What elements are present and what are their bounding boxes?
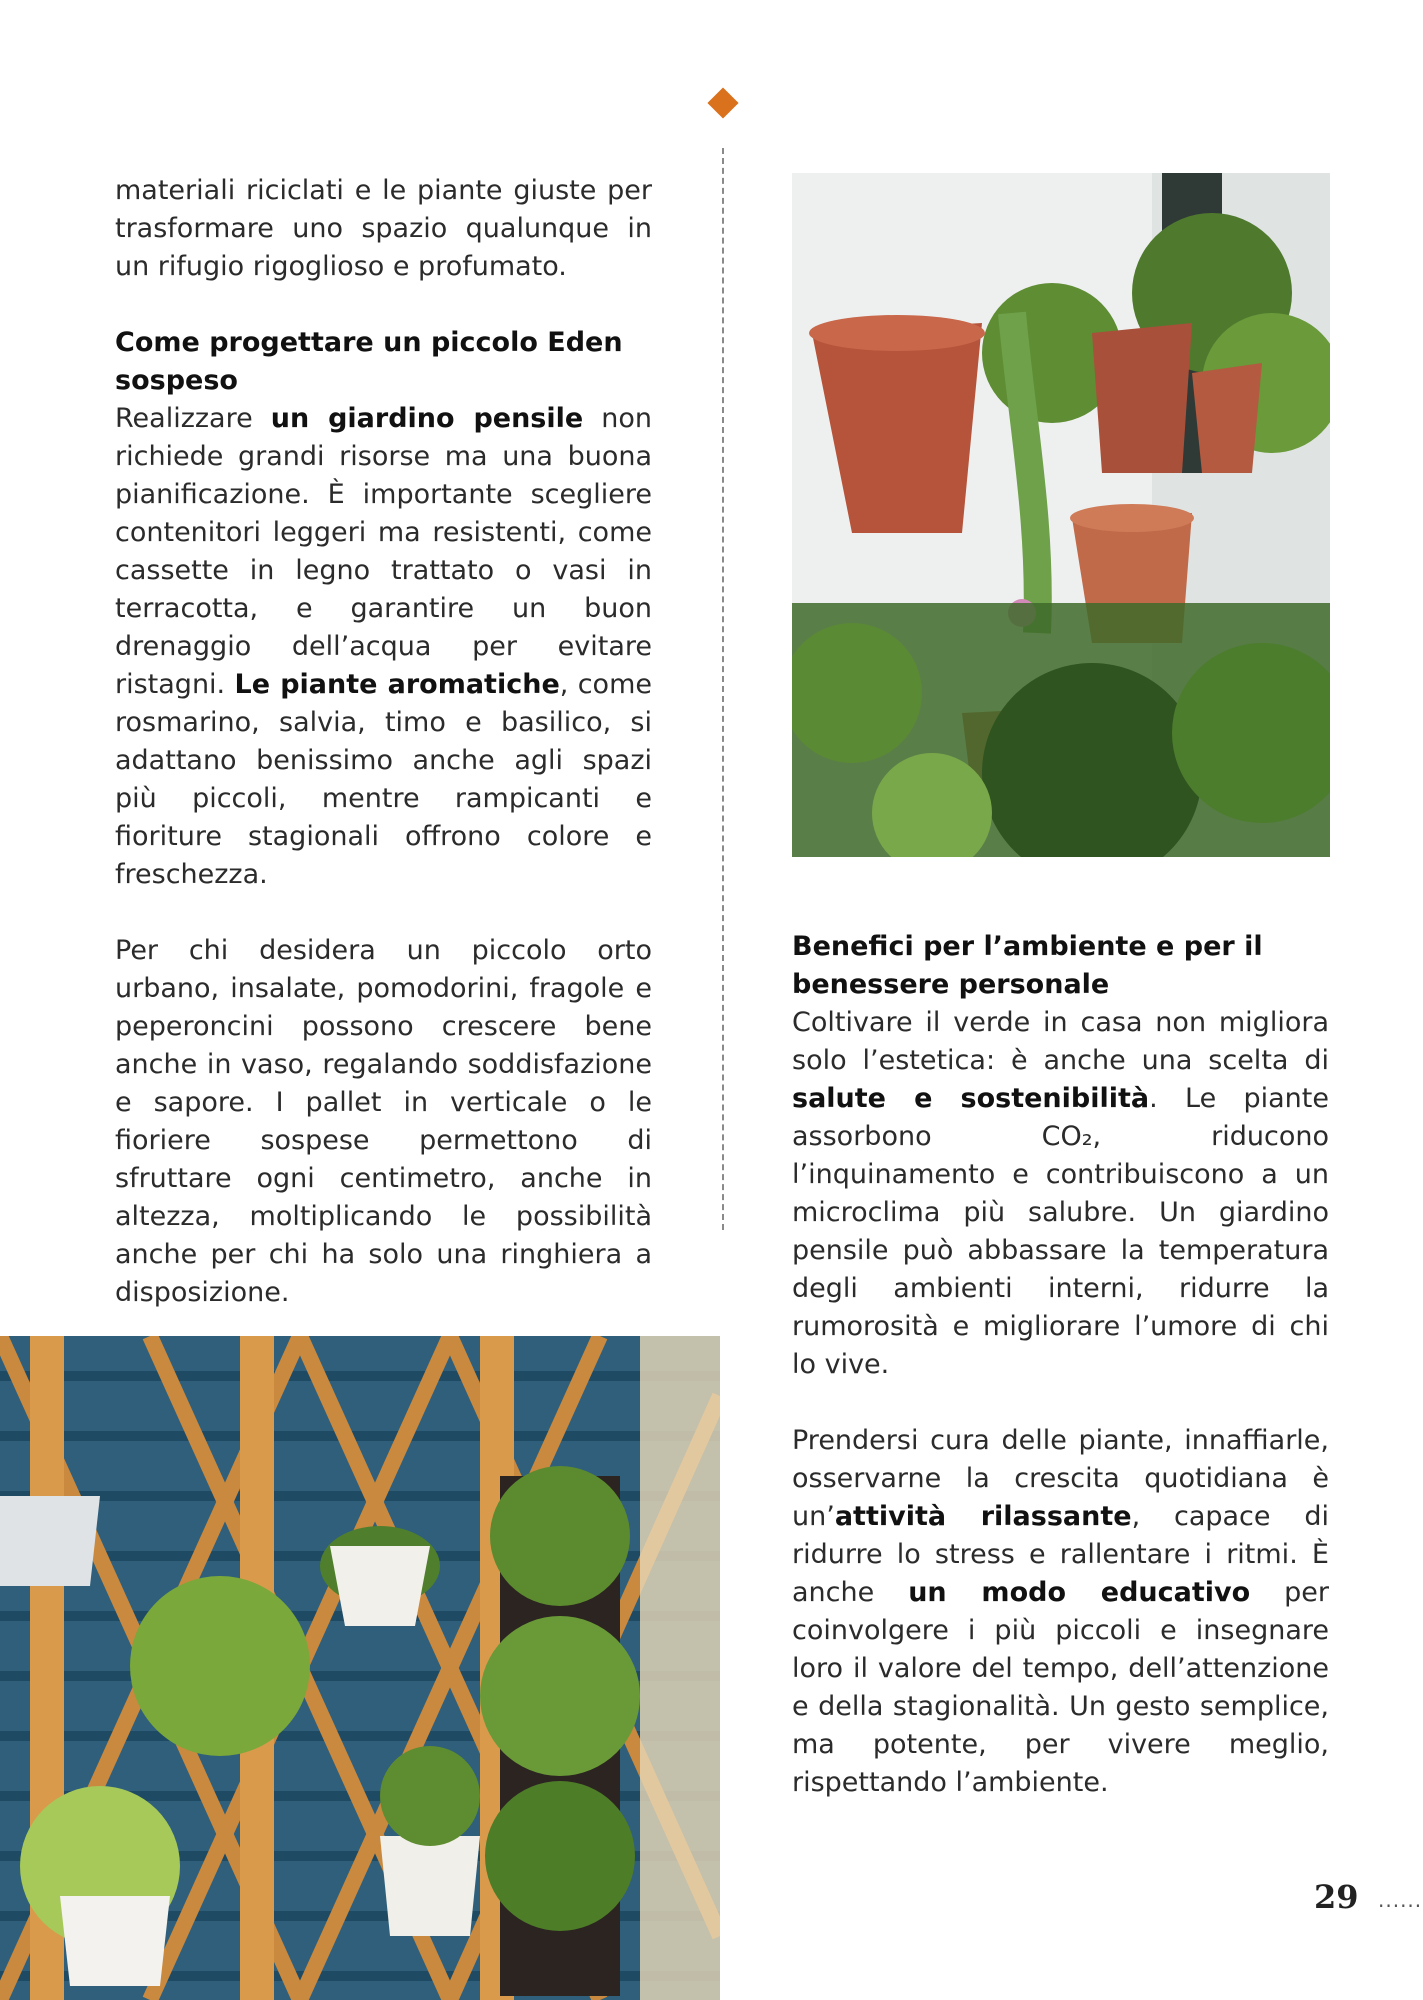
paragraph-cura-piante [792, 1422, 1329, 1802]
section-heading-benefici: Benefici per l’ambiente e per il benessere personale [792, 931, 1263, 1000]
text-span: non richiede grandi risorse ma una buona pianificazione. È importante scegliere contenitori leggeri ma resistenti, come cassette in legno trattato o vasi in terracotta, e garantire un buon drenaggio dell’acqua per evitare ristagni. [115, 403, 653, 700]
text-span: Prendersi cura delle piante, innaffiarle, osservarne la crescita quotidiana è un’ [792, 1425, 1329, 1532]
paragraph-orto-urbano: Per chi desidera un piccolo orto urbano, insalate, pomodorini, fragole e peperoncini possono crescere bene anche in vaso, regalando soddisfazione e sapore. I pallet in verticale o le fioriere sospese permettono di sfruttare ogni centimetro, anche in altezza, moltiplicando le possibilità anche per chi ha solo una ringhiera a disposizione. [115, 935, 652, 1308]
intro-paragraph: materiali riciclati e le piante giuste per trasformare uno spazio qualunque in un rifugio rigoglioso e profumato. [115, 175, 652, 282]
bold-span: attività rilassante [834, 1501, 1132, 1532]
bold-span: un giardino pensile [270, 403, 584, 434]
photo-wooden-trellis-planters [0, 1336, 720, 2000]
column-divider [722, 148, 724, 1230]
text-span: per coinvolgere i più piccoli e insegnare loro il valore del tempo, dell’attenzione e della stagionalità. Un gesto semplice, ma potente, per vivere meglio, rispettando l’ambiente. [792, 1577, 1330, 1798]
text-span: . Le piante assorbono CO₂, riducono l’inquinamento e contribuiscono a un microclima più salubre. Un giardino pensile può abbassare la temperatura degli ambienti interni, ridurre la rumorosità e migliorare l’umore di chi lo vive. [792, 1083, 1329, 1380]
bold-span: salute e sostenibilità [792, 1083, 1150, 1114]
page-number: 29 [1314, 1878, 1359, 1916]
paragraph-benefici [792, 1004, 1329, 1384]
paragraph-giardino-pensile [115, 400, 652, 894]
right-column [792, 928, 1329, 1840]
bold-span: Le piante aromatiche [234, 669, 560, 700]
decorative-diamond [707, 87, 738, 118]
text-span: Realizzare [115, 403, 271, 434]
text-span: , capace di ridurre lo stress e rallentare i ritmi. È anche [792, 1501, 1329, 1608]
page-number-dots: ...... [1378, 1888, 1423, 1912]
text-span: Coltivare il verde in casa non migliora solo l’estetica: è anche una scelta di [792, 1007, 1329, 1076]
bold-span: un modo educativo [908, 1577, 1251, 1608]
photo-hanging-terracotta-pots [792, 173, 1330, 857]
text-span: , come rosmarino, salvia, timo e basilico, si adattano benissimo anche agli spazi più piccoli, mentre rampicanti e fioriture stagionali offrono colore e freschezza. [115, 669, 652, 890]
left-column [115, 172, 652, 1350]
section-heading-eden: Come progettare un piccolo Eden sospeso [115, 327, 623, 396]
